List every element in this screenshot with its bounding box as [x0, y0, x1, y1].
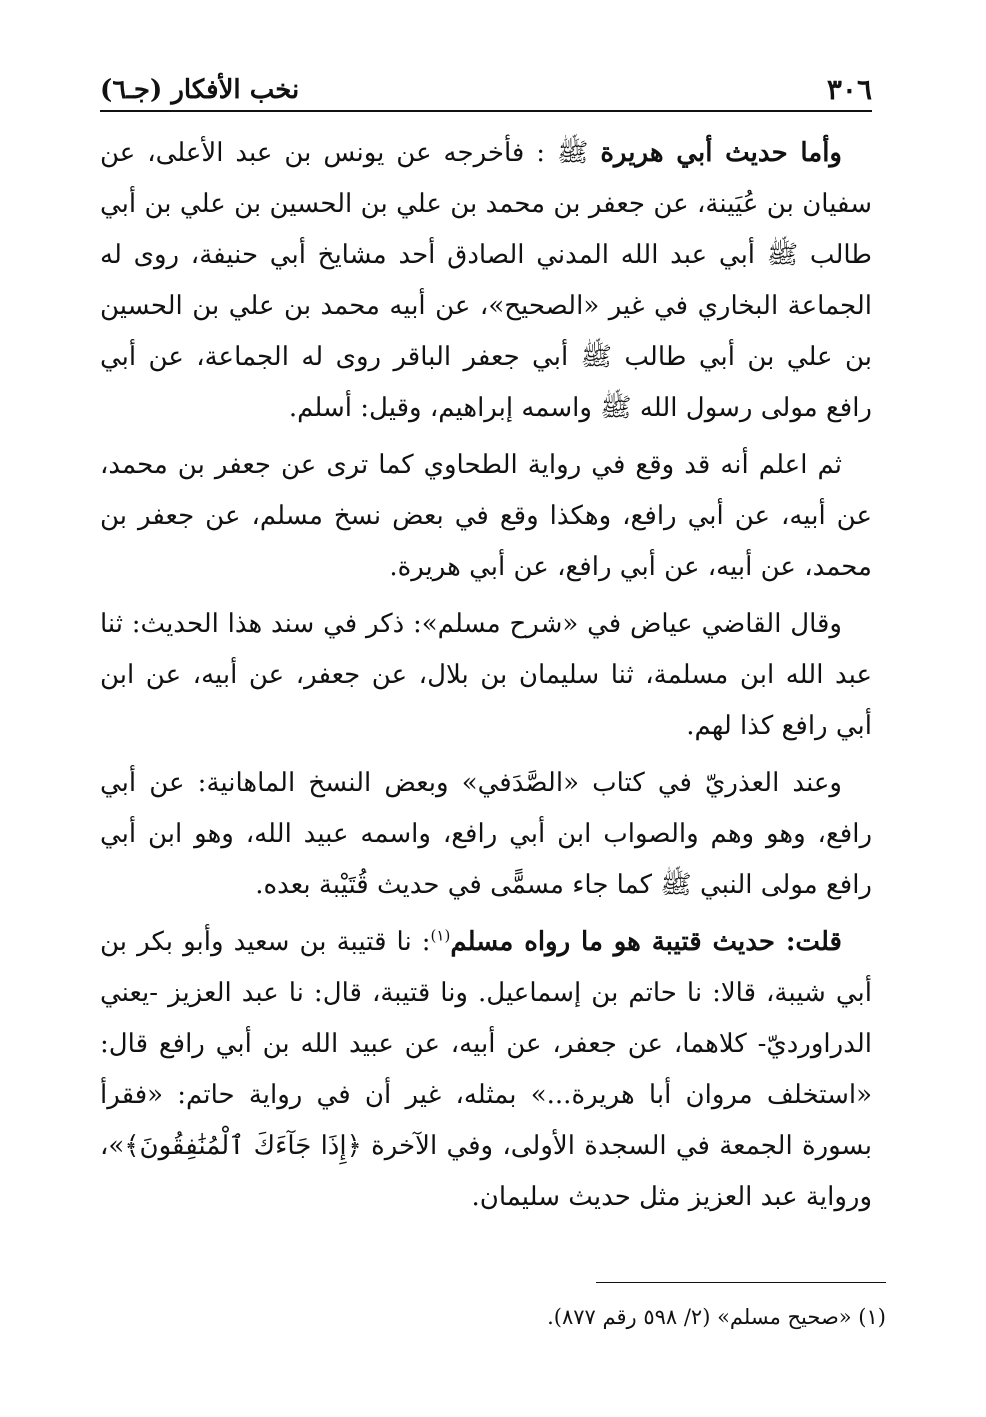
- paragraph-text: وقال القاضي عياض في «شرح مسلم»: ذكر في سند هذا الحديث: ثنا عبد الله ابن مسلمة، ثنا سليمان بن بلال، عن جعفر، عن أبيه، عن ابن أبي رافع كذا لهم.: [100, 609, 872, 741]
- paragraph-text: ﷺ : فأخرجه عن يونس بن عبد الأعلى، عن سفيان بن عُيَينة، عن جعفر بن محمد بن علي بن الحسين بن علي بن أبي طالب ﷺ أبي عبد الله المدني الصادق أحد مشايخ أبي حنيفة، روى له الجماعة البخاري في غير «الصحيح»، عن أبيه محمد بن علي بن الحسين بن علي بن أبي طالب ﷺ أبي جعفر الباقر روى له الجماعة، عن أبي رافع مولى رسول الله ﷺ واسمه إبراهيم، وقيل: أسلم.: [100, 138, 872, 423]
- footnote: (١) «صحيح مسلم» (٢/ ٥٩٨ رقم ٨٧٧).: [547, 1305, 886, 1329]
- paragraph-2: [100, 440, 872, 593]
- paragraph-lead: قلت: حديث قتيبة هو ما رواه مسلم: [450, 927, 842, 957]
- paragraph-lead: وأما حديث أبي هريرة: [600, 138, 842, 168]
- paragraph-text: وعند العذريّ في كتاب «الصَّدَفي» وبعض النسخ الماهانية: عن أبي رافع، وهو وهم والصواب ابن أبي رافع، واسمه عبيد الله، وهو ابن أبي رافع مولى النبي ﷺ كما جاء مسمًّى في حديث قُتَيْبة بعده.: [100, 768, 872, 900]
- page-number: ٣٠٦: [826, 73, 872, 106]
- book-title: نخب الأفكار (جـ٦): [100, 75, 300, 105]
- paragraph-4: [100, 758, 872, 911]
- paragraph-5: [100, 917, 872, 1223]
- footnote-divider: [596, 1282, 886, 1283]
- footnote-reference[interactable]: (١): [430, 926, 451, 945]
- paragraph-1: [100, 128, 872, 434]
- running-header: [100, 64, 872, 112]
- paragraph-3: [100, 599, 872, 752]
- paragraph-text: ثم اعلم أنه قد وقع في رواية الطحاوي كما ترى عن جعفر بن محمد، عن أبيه، عن أبي رافع، وهكذا وقع في بعض نسخ مسلم، عن جعفر بن محمد، عن أبيه، عن أبي رافع، عن أبي هريرة.: [100, 450, 872, 582]
- page: [100, 64, 872, 1229]
- main-text: [100, 128, 872, 1223]
- paragraph-text: : نا قتيبة بن سعيد وأبو بكر بن أبي شيبة، قالا: نا حاتم بن إسماعيل. ونا قتيبة، قال: نا عبد العزيز -يعني الدراورديّ- كلاهما، عن جعفر، عن أبيه، عن عبيد الله بن أبي رافع قال: «استخلف مروان أبا هريرة...» بمثله، غير أن في رواية حاتم: «فقرأ بسورة الجمعة في السجدة الأولى، وفي الآخرة ﴿إِذَا جَآءَكَ ٱلْمُنَٰفِقُونَ﴾»، ورواية عبد العزيز مثل حديث سليمان.: [100, 927, 872, 1212]
